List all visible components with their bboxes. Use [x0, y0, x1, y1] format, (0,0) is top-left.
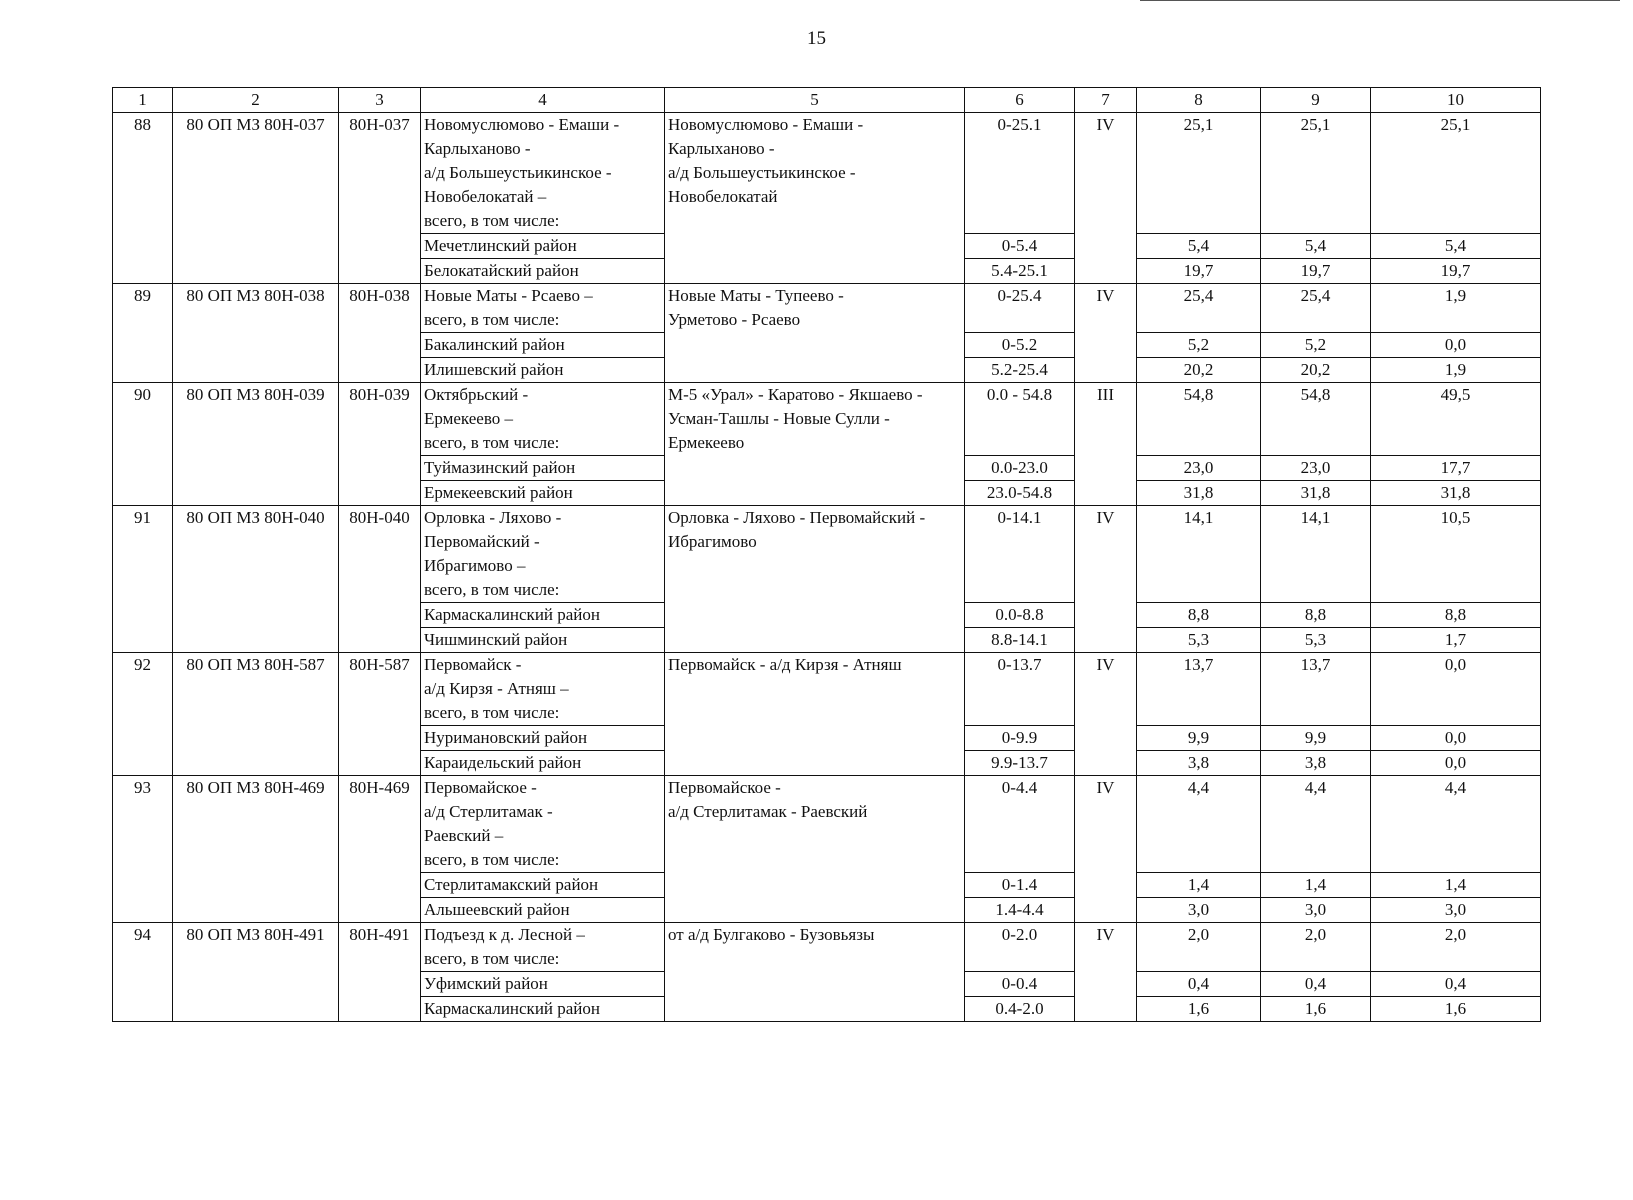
district-km-range: 0.4-2.0 — [965, 997, 1075, 1022]
road-name-line: всего, в том числе: — [424, 310, 560, 329]
road-name-line: всего, в том числе: — [424, 949, 560, 968]
district-name: Белокатайский район — [421, 259, 665, 284]
district-km-range: 0.0-8.8 — [965, 603, 1075, 628]
road-km-range: 0-14.1 — [965, 506, 1075, 603]
road-name-line: Первомайск - — [424, 655, 522, 674]
district-col-8: 5,4 — [1137, 234, 1261, 259]
col-header-3: 3 — [339, 88, 421, 113]
district-name: Туймазинский район — [421, 456, 665, 481]
road-route — [665, 653, 965, 776]
district-col-10: 1,4 — [1371, 873, 1541, 898]
road-row — [113, 113, 1541, 234]
col-header-4: 4 — [421, 88, 665, 113]
district-col-10: 31,8 — [1371, 481, 1541, 506]
road-col-8: 14,1 — [1137, 506, 1261, 603]
district-col-10: 1,9 — [1371, 358, 1541, 383]
row-number: 90 — [113, 383, 173, 506]
road-name-line: Карлыханово - — [424, 139, 531, 158]
road-category: IV — [1075, 113, 1137, 284]
row-number: 89 — [113, 284, 173, 383]
road-row — [113, 653, 1541, 726]
road-id: 80Н-469 — [339, 776, 421, 923]
col-header-6: 6 — [965, 88, 1075, 113]
row-number: 93 — [113, 776, 173, 923]
district-col-9: 8,8 — [1261, 603, 1371, 628]
col-header-7: 7 — [1075, 88, 1137, 113]
road-name — [421, 284, 665, 333]
road-name-line: а/д Кирзя - Атняш – — [424, 679, 569, 698]
district-col-10: 5,4 — [1371, 234, 1541, 259]
district-name: Илишевский район — [421, 358, 665, 383]
road-name-line: Орловка - Ляхово - — [424, 508, 562, 527]
road-km-range: 0-25.1 — [965, 113, 1075, 234]
road-col-9: 2,0 — [1261, 923, 1371, 972]
road-route-line: Урметово - Рсаево — [668, 310, 801, 329]
road-name-line: а/д Большеустьикинское - — [424, 163, 612, 182]
road-row — [113, 383, 1541, 456]
district-name: Кармаскалинский район — [421, 997, 665, 1022]
district-km-range: 0-0.4 — [965, 972, 1075, 997]
col-header-5: 5 — [665, 88, 965, 113]
table-body — [113, 113, 1541, 1022]
district-col-8: 20,2 — [1137, 358, 1261, 383]
district-km-range: 23.0-54.8 — [965, 481, 1075, 506]
road-name-line: Новые Маты - Рсаево – — [424, 286, 593, 305]
header-row — [113, 88, 1541, 113]
road-col-10: 25,1 — [1371, 113, 1541, 234]
district-name: Кармаскалинский район — [421, 603, 665, 628]
road-col-8: 13,7 — [1137, 653, 1261, 726]
district-name: Ермекеевский район — [421, 481, 665, 506]
district-col-10: 0,0 — [1371, 726, 1541, 751]
road-col-9: 25,1 — [1261, 113, 1371, 234]
road-name-line: Октябрьский - — [424, 385, 529, 404]
road-col-9: 4,4 — [1261, 776, 1371, 873]
road-col-10: 49,5 — [1371, 383, 1541, 456]
roads-table — [112, 87, 1541, 1022]
road-name-line: Раевский – — [424, 826, 504, 845]
road-route-line: Первомайское - — [668, 778, 781, 797]
district-km-range: 0.0-23.0 — [965, 456, 1075, 481]
road-name-line: Новомуслюмово - Емаши - — [424, 115, 620, 134]
col-header-1: 1 — [113, 88, 173, 113]
district-col-9: 0,4 — [1261, 972, 1371, 997]
row-number: 94 — [113, 923, 173, 1022]
road-id: 80Н-491 — [339, 923, 421, 1022]
district-col-9: 3,8 — [1261, 751, 1371, 776]
col-header-2: 2 — [173, 88, 339, 113]
district-col-8: 23,0 — [1137, 456, 1261, 481]
road-id: 80Н-039 — [339, 383, 421, 506]
road-route — [665, 776, 965, 923]
road-name-line: Первомайское - — [424, 778, 537, 797]
district-col-10: 1,6 — [1371, 997, 1541, 1022]
top-rule — [1140, 0, 1620, 1]
road-id: 80Н-038 — [339, 284, 421, 383]
road-col-8: 54,8 — [1137, 383, 1261, 456]
road-col-10: 1,9 — [1371, 284, 1541, 333]
district-col-9: 5,4 — [1261, 234, 1371, 259]
road-route — [665, 284, 965, 383]
road-category: IV — [1075, 506, 1137, 653]
district-col-8: 1,6 — [1137, 997, 1261, 1022]
road-route-line: Первомайск - а/д Кирзя - Атняш — [668, 655, 902, 674]
district-col-8: 3,8 — [1137, 751, 1261, 776]
district-col-8: 5,3 — [1137, 628, 1261, 653]
road-route-line: а/д Стерлитамак - Раевский — [668, 802, 868, 821]
road-col-9: 25,4 — [1261, 284, 1371, 333]
district-col-10: 1,7 — [1371, 628, 1541, 653]
road-route-line: Новомуслюмово - Емаши - — [668, 115, 864, 134]
road-col-10: 0,0 — [1371, 653, 1541, 726]
road-km-range: 0.0 - 54.8 — [965, 383, 1075, 456]
table-header — [113, 88, 1541, 113]
road-name — [421, 383, 665, 456]
district-km-range: 1.4-4.4 — [965, 898, 1075, 923]
row-number: 88 — [113, 113, 173, 284]
road-name — [421, 113, 665, 234]
road-col-9: 13,7 — [1261, 653, 1371, 726]
road-category: III — [1075, 383, 1137, 506]
district-col-10: 0,0 — [1371, 333, 1541, 358]
road-name — [421, 506, 665, 603]
col-header-10: 10 — [1371, 88, 1541, 113]
road-name-line: Новобелокатай – — [424, 187, 547, 206]
district-name: Нуримановский район — [421, 726, 665, 751]
row-number: 91 — [113, 506, 173, 653]
road-km-range: 0-25.4 — [965, 284, 1075, 333]
road-name-line: всего, в том числе: — [424, 850, 560, 869]
district-col-10: 19,7 — [1371, 259, 1541, 284]
road-category: IV — [1075, 923, 1137, 1022]
district-col-10: 17,7 — [1371, 456, 1541, 481]
road-col-8: 2,0 — [1137, 923, 1261, 972]
district-km-range: 5.4-25.1 — [965, 259, 1075, 284]
row-number: 92 — [113, 653, 173, 776]
page-number: 15 — [807, 28, 826, 49]
road-col-8: 25,1 — [1137, 113, 1261, 234]
road-code: 80 ОП МЗ 80Н-469 — [173, 776, 339, 923]
road-name-line: Ермекеево – — [424, 409, 514, 428]
road-col-10: 2,0 — [1371, 923, 1541, 972]
district-col-9: 1,6 — [1261, 997, 1371, 1022]
road-name — [421, 923, 665, 972]
road-route-line: Новобелокатай — [668, 187, 778, 206]
col-header-9: 9 — [1261, 88, 1371, 113]
road-route — [665, 383, 965, 506]
district-col-8: 3,0 — [1137, 898, 1261, 923]
district-col-8: 19,7 — [1137, 259, 1261, 284]
district-col-10: 8,8 — [1371, 603, 1541, 628]
road-name-line: Подъезд к д. Лесной – — [424, 925, 585, 944]
road-code: 80 ОП МЗ 80Н-491 — [173, 923, 339, 1022]
road-name-line: всего, в том числе: — [424, 703, 560, 722]
road-category: IV — [1075, 284, 1137, 383]
district-name: Чишминский район — [421, 628, 665, 653]
district-km-range: 0-9.9 — [965, 726, 1075, 751]
road-route-line: Орловка - Ляхово - Первомайский - — [668, 508, 926, 527]
district-col-9: 19,7 — [1261, 259, 1371, 284]
road-code: 80 ОП МЗ 80Н-038 — [173, 284, 339, 383]
road-name — [421, 653, 665, 726]
road-col-9: 54,8 — [1261, 383, 1371, 456]
district-km-range: 5.2-25.4 — [965, 358, 1075, 383]
district-col-9: 20,2 — [1261, 358, 1371, 383]
road-code: 80 ОП МЗ 80Н-039 — [173, 383, 339, 506]
district-col-10: 0,0 — [1371, 751, 1541, 776]
road-route-line: Ермекеево — [668, 433, 745, 452]
district-col-9: 31,8 — [1261, 481, 1371, 506]
road-row — [113, 506, 1541, 603]
road-name-line: всего, в том числе: — [424, 433, 560, 452]
district-col-8: 5,2 — [1137, 333, 1261, 358]
district-col-10: 3,0 — [1371, 898, 1541, 923]
district-col-9: 23,0 — [1261, 456, 1371, 481]
road-name-line: Ибрагимово – — [424, 556, 526, 575]
road-id: 80Н-587 — [339, 653, 421, 776]
road-route-line: а/д Большеустьикинское - — [668, 163, 856, 182]
district-col-9: 5,2 — [1261, 333, 1371, 358]
road-category: IV — [1075, 776, 1137, 923]
district-km-range: 8.8-14.1 — [965, 628, 1075, 653]
road-row — [113, 284, 1541, 333]
road-km-range: 0-2.0 — [965, 923, 1075, 972]
road-code: 80 ОП МЗ 80Н-037 — [173, 113, 339, 284]
district-col-8: 31,8 — [1137, 481, 1261, 506]
road-id: 80Н-040 — [339, 506, 421, 653]
district-name: Бакалинский район — [421, 333, 665, 358]
road-name — [421, 776, 665, 873]
road-row — [113, 776, 1541, 873]
road-route-line: М-5 «Урал» - Каратово - Якшаево - — [668, 385, 923, 404]
district-name: Альшеевский район — [421, 898, 665, 923]
road-km-range: 0-13.7 — [965, 653, 1075, 726]
road-name-line: всего, в том числе: — [424, 580, 560, 599]
district-col-9: 1,4 — [1261, 873, 1371, 898]
road-km-range: 0-4.4 — [965, 776, 1075, 873]
district-col-8: 1,4 — [1137, 873, 1261, 898]
road-code: 80 ОП МЗ 80Н-587 — [173, 653, 339, 776]
district-col-8: 9,9 — [1137, 726, 1261, 751]
district-km-range: 9.9-13.7 — [965, 751, 1075, 776]
road-col-10: 4,4 — [1371, 776, 1541, 873]
district-col-8: 8,8 — [1137, 603, 1261, 628]
district-col-10: 0,4 — [1371, 972, 1541, 997]
district-col-8: 0,4 — [1137, 972, 1261, 997]
district-col-9: 9,9 — [1261, 726, 1371, 751]
district-col-9: 5,3 — [1261, 628, 1371, 653]
district-km-range: 0-5.2 — [965, 333, 1075, 358]
district-name: Караидельский район — [421, 751, 665, 776]
road-route-line: Ибрагимово — [668, 532, 757, 551]
district-name: Мечетлинский район — [421, 234, 665, 259]
road-route — [665, 113, 965, 284]
road-col-9: 14,1 — [1261, 506, 1371, 603]
district-col-9: 3,0 — [1261, 898, 1371, 923]
road-col-10: 10,5 — [1371, 506, 1541, 603]
road-route-line: Новые Маты - Тупеево - — [668, 286, 844, 305]
road-name-line: Первомайский - — [424, 532, 540, 551]
road-name-line: всего, в том числе: — [424, 211, 560, 230]
road-route-line: Усман-Ташлы - Новые Сулли - — [668, 409, 890, 428]
road-route — [665, 923, 965, 1022]
district-name: Уфимский район — [421, 972, 665, 997]
road-name-line: а/д Стерлитамак - — [424, 802, 553, 821]
road-route-line: Карлыханово - — [668, 139, 775, 158]
road-col-8: 25,4 — [1137, 284, 1261, 333]
district-km-range: 0-5.4 — [965, 234, 1075, 259]
road-route-line: от а/д Булгаково - Бузовьязы — [668, 925, 875, 944]
road-code: 80 ОП МЗ 80Н-040 — [173, 506, 339, 653]
road-category: IV — [1075, 653, 1137, 776]
road-route — [665, 506, 965, 653]
road-id: 80Н-037 — [339, 113, 421, 284]
district-km-range: 0-1.4 — [965, 873, 1075, 898]
district-name: Стерлитамакский район — [421, 873, 665, 898]
road-col-8: 4,4 — [1137, 776, 1261, 873]
col-header-8: 8 — [1137, 88, 1261, 113]
road-row — [113, 923, 1541, 972]
